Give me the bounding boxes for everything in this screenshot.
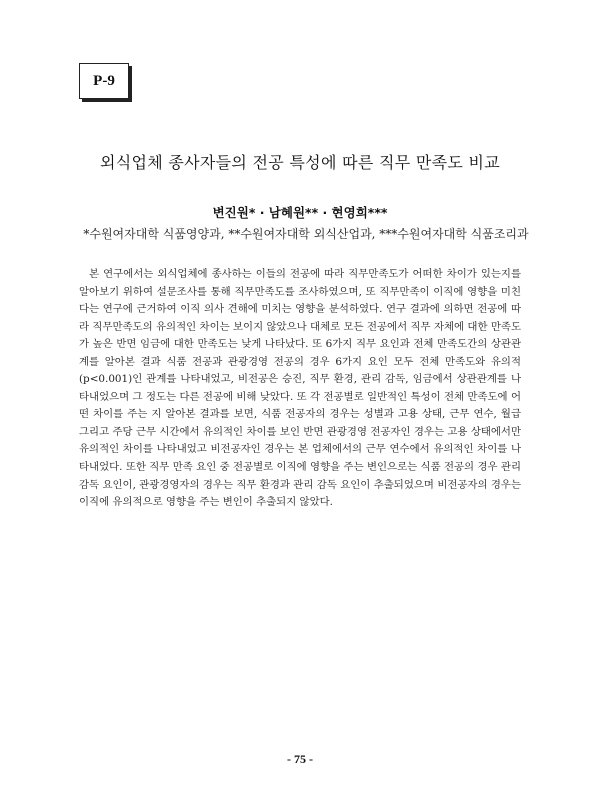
page-number: - 75 - bbox=[287, 752, 313, 766]
paper-title: 외식업체 종사자들의 전공 특성에 따른 직무 만족도 비교 bbox=[99, 153, 501, 172]
abstract-body: 본 연구에서는 외식업체에 종사하는 이들의 전공에 따라 직무만족도가 어떠한 차이가 있는지를 알아보기 위하여 설문조사를 통해 직무만족도를 조사하였으며, 또 직무만족이 이직에 영향을 미친다는 연구에 근거하여 이직 의사 견해에 미치는 영향을 분석하였다. 연구 결과에 의하면 전공에 따라 직무만족도의 유의적인 차이는 보이지 않았으나 대체로 모든 전공에서 직무 자체에 대한 만족도가 높은 반면 임금에 대한 만족도는 낮게 나타났다. 또 6가지 직무 요인과 전체 만족도간의 상관관계를 알아본 결과 식품 전공과 관광경영 전공의 경우 6가지 요인 모두 전체 만족도와 유의적(p<0.001)인 관계를 나타내었고, 비전공은 승진, 직무 환경, 관리 감독, 임금에서 상관관계를 나타내었으며 그 정도는 다른 전공에 비해 낮았다. 또 각 전공별로 일반적인 특성이 전체 만족도에 어떤 차이를 주는 지 알아본 결과를 보면, 식품 전공자의 경우는 성별과 고용 상태, 근무 연수, 월급 그리고 주당 근무 시간에서 유의적인 차이를 보인 반면 관광경영 전공자인 경우는 고용 상태에서만 유의적인 차이를 나타내었고 비전공자인 경우는 본 업체에서의 근무 연수에서 유의적인 차이를 나타내었다. 또한 직무 만족 요인 중 전공별로 이직에 영향을 주는 변인으로는 식품 전공의 경우 관리감독 요인이, 관광경영자의 경우는 직무 환경과 관리 감독 요인이 추출되었으며 비전공자의 경우는 이직에 유의적으로 영향을 주는 변인이 추출되지 않았다. bbox=[79, 268, 521, 509]
poster-code-box: P-9 bbox=[79, 63, 129, 99]
affiliation-list: *수원여자대학 식품영양과, **수원여자대학 외식산업과, ***수원여자대학 식품조리과 bbox=[83, 227, 529, 241]
author-list: 변진원* · 남혜원** · 현영희*** bbox=[212, 205, 388, 220]
